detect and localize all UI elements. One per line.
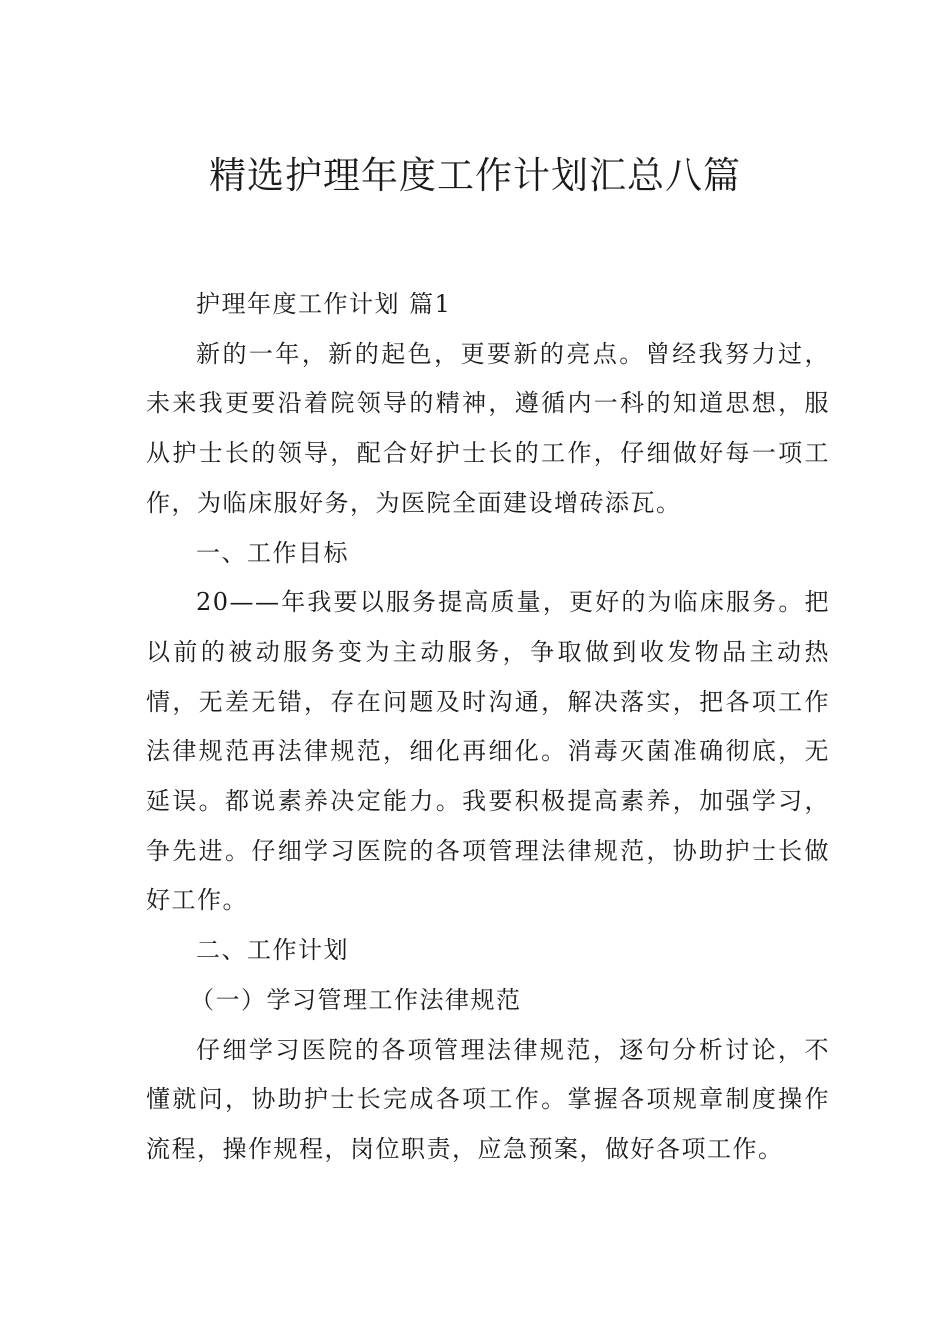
document-title: 精选护理年度工作计划汇总八篇 [209, 153, 741, 197]
section-heading: 护理年度工作计划 篇1 [196, 290, 452, 318]
paragraph: 20——年我要以服务提高质量，更好的为临床服务。把以前的被动服务变为主动服务，争取做到收发物品主动热情，无差无错，存在问题及时沟通，解决落实，把各项工作法律规范再法律规范，细化再细化。消毒灭菌准确彻底，无延误。都说素养决定能力。我要积极提高素养，加强学习，争先进。仔细学习医院的各项管理法律规范，协助护士长做好工作。 [146, 588, 830, 915]
document-body [146, 280, 830, 1175]
paragraph: 新的一年，新的起色，更要新的亮点。曾经我努力过，未来我更要沿着院领导的精神，遵循内一科的知道思想，服从护士长的领导，配合好护士长的工作，仔细做好每一项工作，为临床服好务，为医院全面建设增砖添瓦。 [146, 339, 830, 517]
subsection-heading: （一）学习管理工作法律规范 [190, 985, 522, 1014]
paragraph: 仔细学习医院的各项管理法律规范，逐句分析讨论，不懂就问，协助护士长完成各项工作。掌握各项规章制度操作流程，操作规程，岗位职责，应急预案，做好各项工作。 [146, 1035, 830, 1163]
section-heading: 二、工作计划 [196, 936, 349, 965]
section-heading: 一、工作目标 [196, 538, 349, 567]
